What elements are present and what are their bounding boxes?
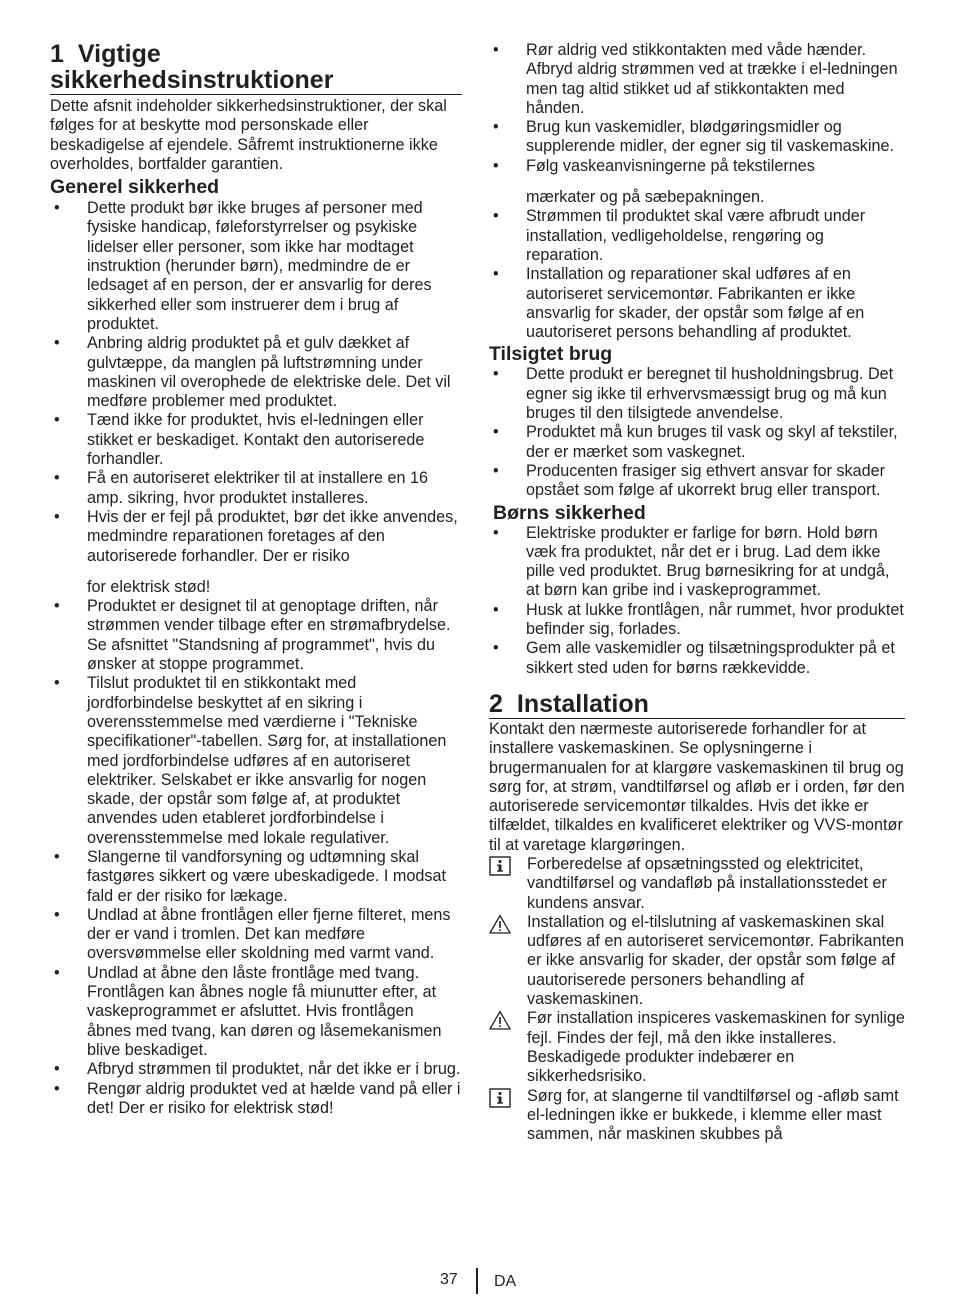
note-info: Forberedelse af opsætningssted og elektricitet, vandtilførsel og vandafløb på installationsstedet er kundens ansvar. [489,855,905,913]
list-item: • Produktet må kun bruges til vask og skyl af tekstiler, der er mærket som vaskegnet. [493,423,898,461]
list-item: • Elektriske produkter er farlige for børn. Hold børn væk fra produktet, når det er i brug. Lad dem ikke pille ved produktet. Brug børnesikring for at undgå, at børn kan gribe ind i vaskeprogrammet. [493,523,890,600]
list-item: • Rengør aldrig produktet ved at hælde vand på eller i det! Der er risiko for elektrisk stød! [54,1079,461,1117]
list-item: • Strømmen til produktet skal være afbrudt under installation, vedligeholdelse, rengøring og reparation. [493,207,866,264]
list-item: • Følg vaskeanvisningerne på tekstilernes mærkater og på sæbepakningen. [493,156,815,207]
list-item: • Rør aldrig ved stikkontakten med våde hænder. Afbryd aldrig strømmen ved at trække i el-ledningen men tag altid stikket ud af stikkontakten med hånden. [493,41,898,117]
left-column [50,0,462,1118]
section-title-line1: Vigtige [77,40,161,68]
list-item: • Slangerne til vandforsyning og udtømning skal fastgøres sikkert og være ubeskadigede. I modsat fald er der risiko for lækage. [54,847,446,905]
list-item: • Produktet er designet til at genoptage driften, når strømmen vender tilbage efter en strømafbrydelse. Se afsnittet "Standsning af programmet", hvis du ønsker at stoppe programmet. [54,597,451,674]
list-item: • Få en autoriseret elektriker til at installere en 16 amp. sikring, hvor produktet installeres. [54,469,429,507]
list-item: • Producenten frasiger sig ethvert ansvar for skader opstået som følge af ukorrekt brug eller transport. [493,461,886,500]
warning-icon [489,1010,511,1030]
section-title-line2: sikkerhedsinstruktioner [50,66,334,94]
subheading-general-safety: Generel sikkerhed [50,176,220,199]
note-info: Sørg for, at slangerne til vandtilførsel og -afløb samt el-ledningen ikke er bukkede, i klemme eller mast sammen, når maskinen skubbes på [489,1087,905,1145]
section-number: 2 [489,689,503,718]
list-item: • Husk at lukke frontlågen, når rummet, hvor produktet befinder sig, forlades. [493,600,904,639]
list-item: • Gem alle vaskemidler og tilsætningsprodukter på et sikkert sted uden for børns rækkevidde. [493,639,895,677]
section-number: 1 [50,40,64,68]
safety-list-continued [489,41,905,342]
list-item: • Undlad at åbne den låste frontlåge med tvang. Frontlågen kan åbnes nogle få miunutter efter, at vaskeprogrammet er afsluttet. Hvis frontlågen åbnes med tvang, kan døren og låsemekanismen blive beskadiget. [54,963,442,1059]
list-item: • Undlad at åbne frontlågen eller fjerne filteret, mens der er vand i tromlen. Det kan medføre oversvømmelse eller skoldning med varmt vand. [54,905,451,963]
list-item: • Anbring aldrig produktet på et gulv dækket af gulvtæppe, da manglen på luftstrømning under maskinen vil overophede de elektriske dele. Det vil medføre problemer med produktet. [54,334,451,411]
info-icon [489,856,511,876]
note-warning: Før installation inspiceres vaskemaskinen for synlige fejl. Findes der fejl, må den ikke installeres. Beskadigede produkter indebærer en sikkerhedsrisiko. [489,1009,905,1086]
installation-intro: Kontakt den nærmeste autoriserede forhandler for at installere vaskemaskinen. Se oplysningerne i brugermanualen for at klargøre vaskemaskinen til brug og sørg for, at strøm, vandtilførsel og afløb er i orden, før den autoriserede servicemontør tilkaldes. Hvis det ikke er tilfældet, tilkaldes en kvalificeret elektriker og VVS-montør til at varetage klargøringen. [489,719,905,854]
warning-icon [489,914,511,934]
list-item: • Dette produkt er beregnet til husholdningsbrug. Det egner sig ikke til erhvervsmæssigt brug og må kun bruges til den tilsigtede anvendelse. [493,365,894,423]
list-item: • Afbryd strømmen til produktet, når det ikke er i brug. [54,1060,461,1079]
note-warning: Installation og el-tilslutning af vaskemaskinen skal udføres af en autoriseret servicemontør. Fabrikanten er ikke ansvarlig for skader, der opstår som følge af uautoriserede personers behandling af vaskemaskinen. [489,913,905,1009]
general-safety-list [50,199,462,1118]
list-item: • Hvis der er fejl på produktet, bør det ikke anvendes, medmindre reparationen foretages af den autoriserede forhandler. Der er risiko for elektrisk stød! [54,507,458,596]
list-item: • Brug kun vaskemidler, blødgøringsmidler og supplerende midler, der egner sig til vaskemaskine. [493,118,895,156]
intro-paragraph: Dette afsnit indeholder sikkerhedsinstruktioner, der skal følges for at beskytte mod personskade eller beskadigelse af ejendele. Såfremt instruktionerne ikke overholdes, bortfalder garantien. [50,97,447,173]
list-item: • Dette produkt bør ikke bruges af personer med fysiske handicap, føleforstyrrelser og psykiske lidelser eller personer, som ikke har modtaget instruktion (herunder børn), medmindre de er ledsaget af en person, der er ansvarlig for deres sikkerhed eller som instruerer dem i brug af produktet. [54,199,432,333]
footer-divider [476,1268,478,1294]
section-2-heading [489,691,905,719]
child-safety-list [489,524,905,678]
section-title: Installation [516,689,649,718]
section-1-heading [50,41,462,95]
subheading-intended-use: Tilsigtet brug [489,343,613,366]
info-icon [489,1088,511,1108]
intended-use-list [489,365,905,500]
right-column [489,0,905,1144]
list-item: • Tilslut produktet til en stikkontakt med jordforbindelse beskyttet af en sikring i overensstemmelse med værdierne i "Tekniske specifikationer"-tabellen. Sørg for, at installationen med jordforbindelse udføres af en autoriseret elektriker. Selskabet er ikke ansvarlig for nogen skade, der opstår som følge af, at produktet anvendes uden etableret jordforbindelse i overensstemmelse med lokale regulativer. [54,674,447,847]
list-item: • Tænd ikke for produktet, hvis el-ledningen eller stikket er beskadiget. Kontakt den autoriserede forhandler. [54,411,425,469]
list-item: • Installation og reparationer skal udføres af en autoriseret servicemontør. Fabrikanten er ikke ansvarlig for skader, der opstår som følge af en uautoriseret persons behandling af produktet. [493,265,865,342]
subheading-child-safety: Børns sikkerhed [493,501,646,524]
page-number: 37 [440,1271,458,1288]
language-code: DA [494,1273,517,1290]
